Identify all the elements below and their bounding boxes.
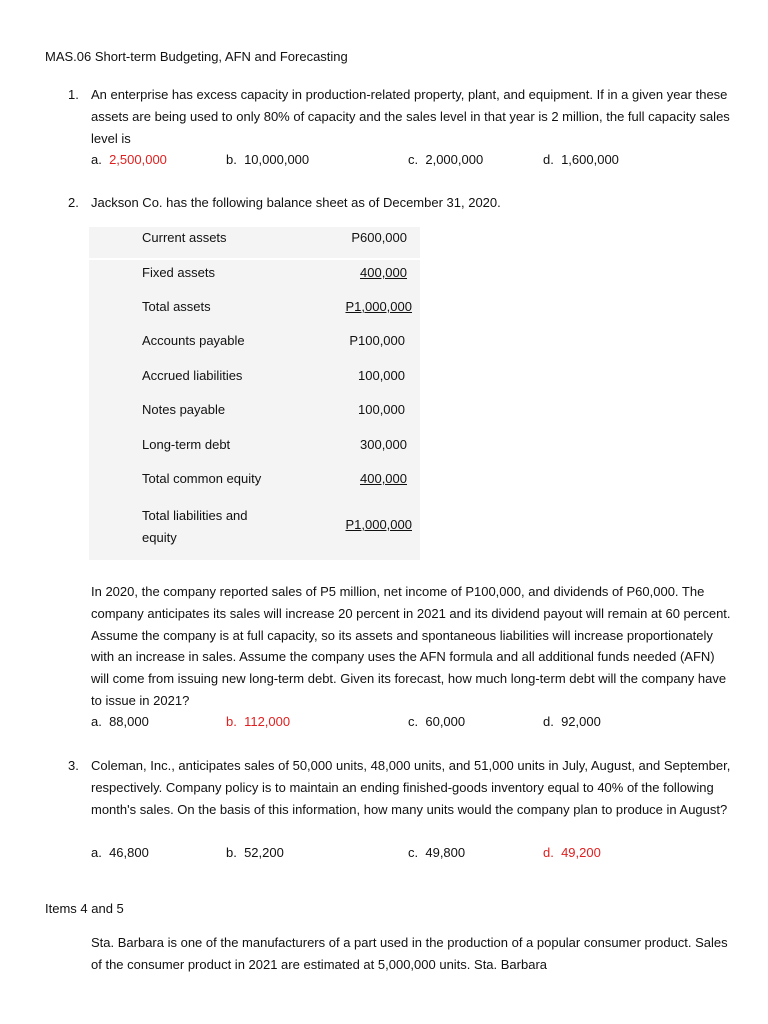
row-label: Total assets (142, 299, 211, 314)
option-d: d. 92,000 (543, 714, 601, 729)
document-title: MAS.06 Short-term Budgeting, AFN and Forecasting (45, 49, 348, 64)
row-label: Accrued liabilities (142, 368, 243, 383)
row-value: P100,000 (349, 333, 405, 348)
question-text: Coleman, Inc., anticipates sales of 50,000 units, 48,000 units, and 51,000 units in July, August, and September, respectively. Company policy is to maintain an ending finished-goods inventory equal to 40% of the following month's sales. On the basis of this information, how many units would the company plan to produce in August? (91, 758, 731, 817)
option-d-answer: d. 49,200 (543, 845, 601, 860)
question-number: 3. (68, 758, 79, 773)
option-c: c. 60,000 (408, 714, 466, 729)
row-value: P1,000,000 (345, 299, 412, 314)
row-label: Total liabilities and equity (142, 508, 248, 545)
answer-value: 2,500,000 (109, 152, 167, 167)
row-value: 400,000 (360, 265, 407, 280)
question-number: 2. (68, 195, 79, 210)
row-value: P600,000 (351, 230, 407, 245)
row-divider (89, 258, 420, 260)
row-value: 100,000 (358, 402, 405, 417)
row-label: Total common equity (142, 471, 262, 486)
row-label: Notes payable (142, 402, 226, 417)
option-b: b. 52,200 (226, 845, 284, 860)
option-d: d. 1,600,000 (543, 152, 619, 167)
balance-sheet-table (89, 227, 420, 560)
row-value: 300,000 (360, 437, 407, 452)
row-label: Long-term debt (142, 437, 231, 452)
option-b: b. 10,000,000 (226, 152, 310, 167)
row-value: P1,000,000 (345, 517, 412, 532)
row-value: 400,000 (360, 471, 407, 486)
question-text: Jackson Co. has the following balance sheet as of December 31, 2020. (91, 195, 501, 210)
question-paragraph: In 2020, the company reported sales of P5 million, net income of P100,000, and dividends of P60,000. The company anticipates its sales will increase 20 percent in 2021 and its dividend payout will remain at 60 percent. Assume the company is at full capacity, so its assets and spontaneous liabilities will increase proportionately with an increase in sales. Assume the company uses the AFN formula and all additional funds needed (AFN) will come from issuing new long-term debt. Given its forecast, how much long-term debt will the company have to issue in 2021? (91, 584, 731, 708)
row-label: Accounts payable (142, 333, 245, 348)
section-heading: Items 4 and 5 (45, 901, 124, 916)
question-number: 1. (68, 87, 79, 102)
option-a: a. 46,800 (91, 845, 149, 860)
row-label: Current assets (142, 230, 227, 245)
option-c: c. 2,000,000 (408, 152, 484, 167)
section-text: Sta. Barbara is one of the manufacturers of a part used in the production of a popular consumer product. Sales of the consumer product in 2021 are estimated at 5,000,000 units. Sta. Barbara (91, 935, 728, 972)
option-a: a. 88,000 (91, 714, 149, 729)
row-label: Fixed assets (142, 265, 215, 280)
option-c: c. 49,800 (408, 845, 466, 860)
option-b-answer: b. 112,000 (226, 714, 291, 729)
row-value: 100,000 (358, 368, 405, 383)
question-text: An enterprise has excess capacity in production-related property, plant, and equipment. If in a given year these assets are being used to only 80% of capacity and the sales level in that year is 2 million, the full capacity sales level is (91, 87, 730, 146)
option-a: a. 2,500,000 (91, 152, 167, 167)
